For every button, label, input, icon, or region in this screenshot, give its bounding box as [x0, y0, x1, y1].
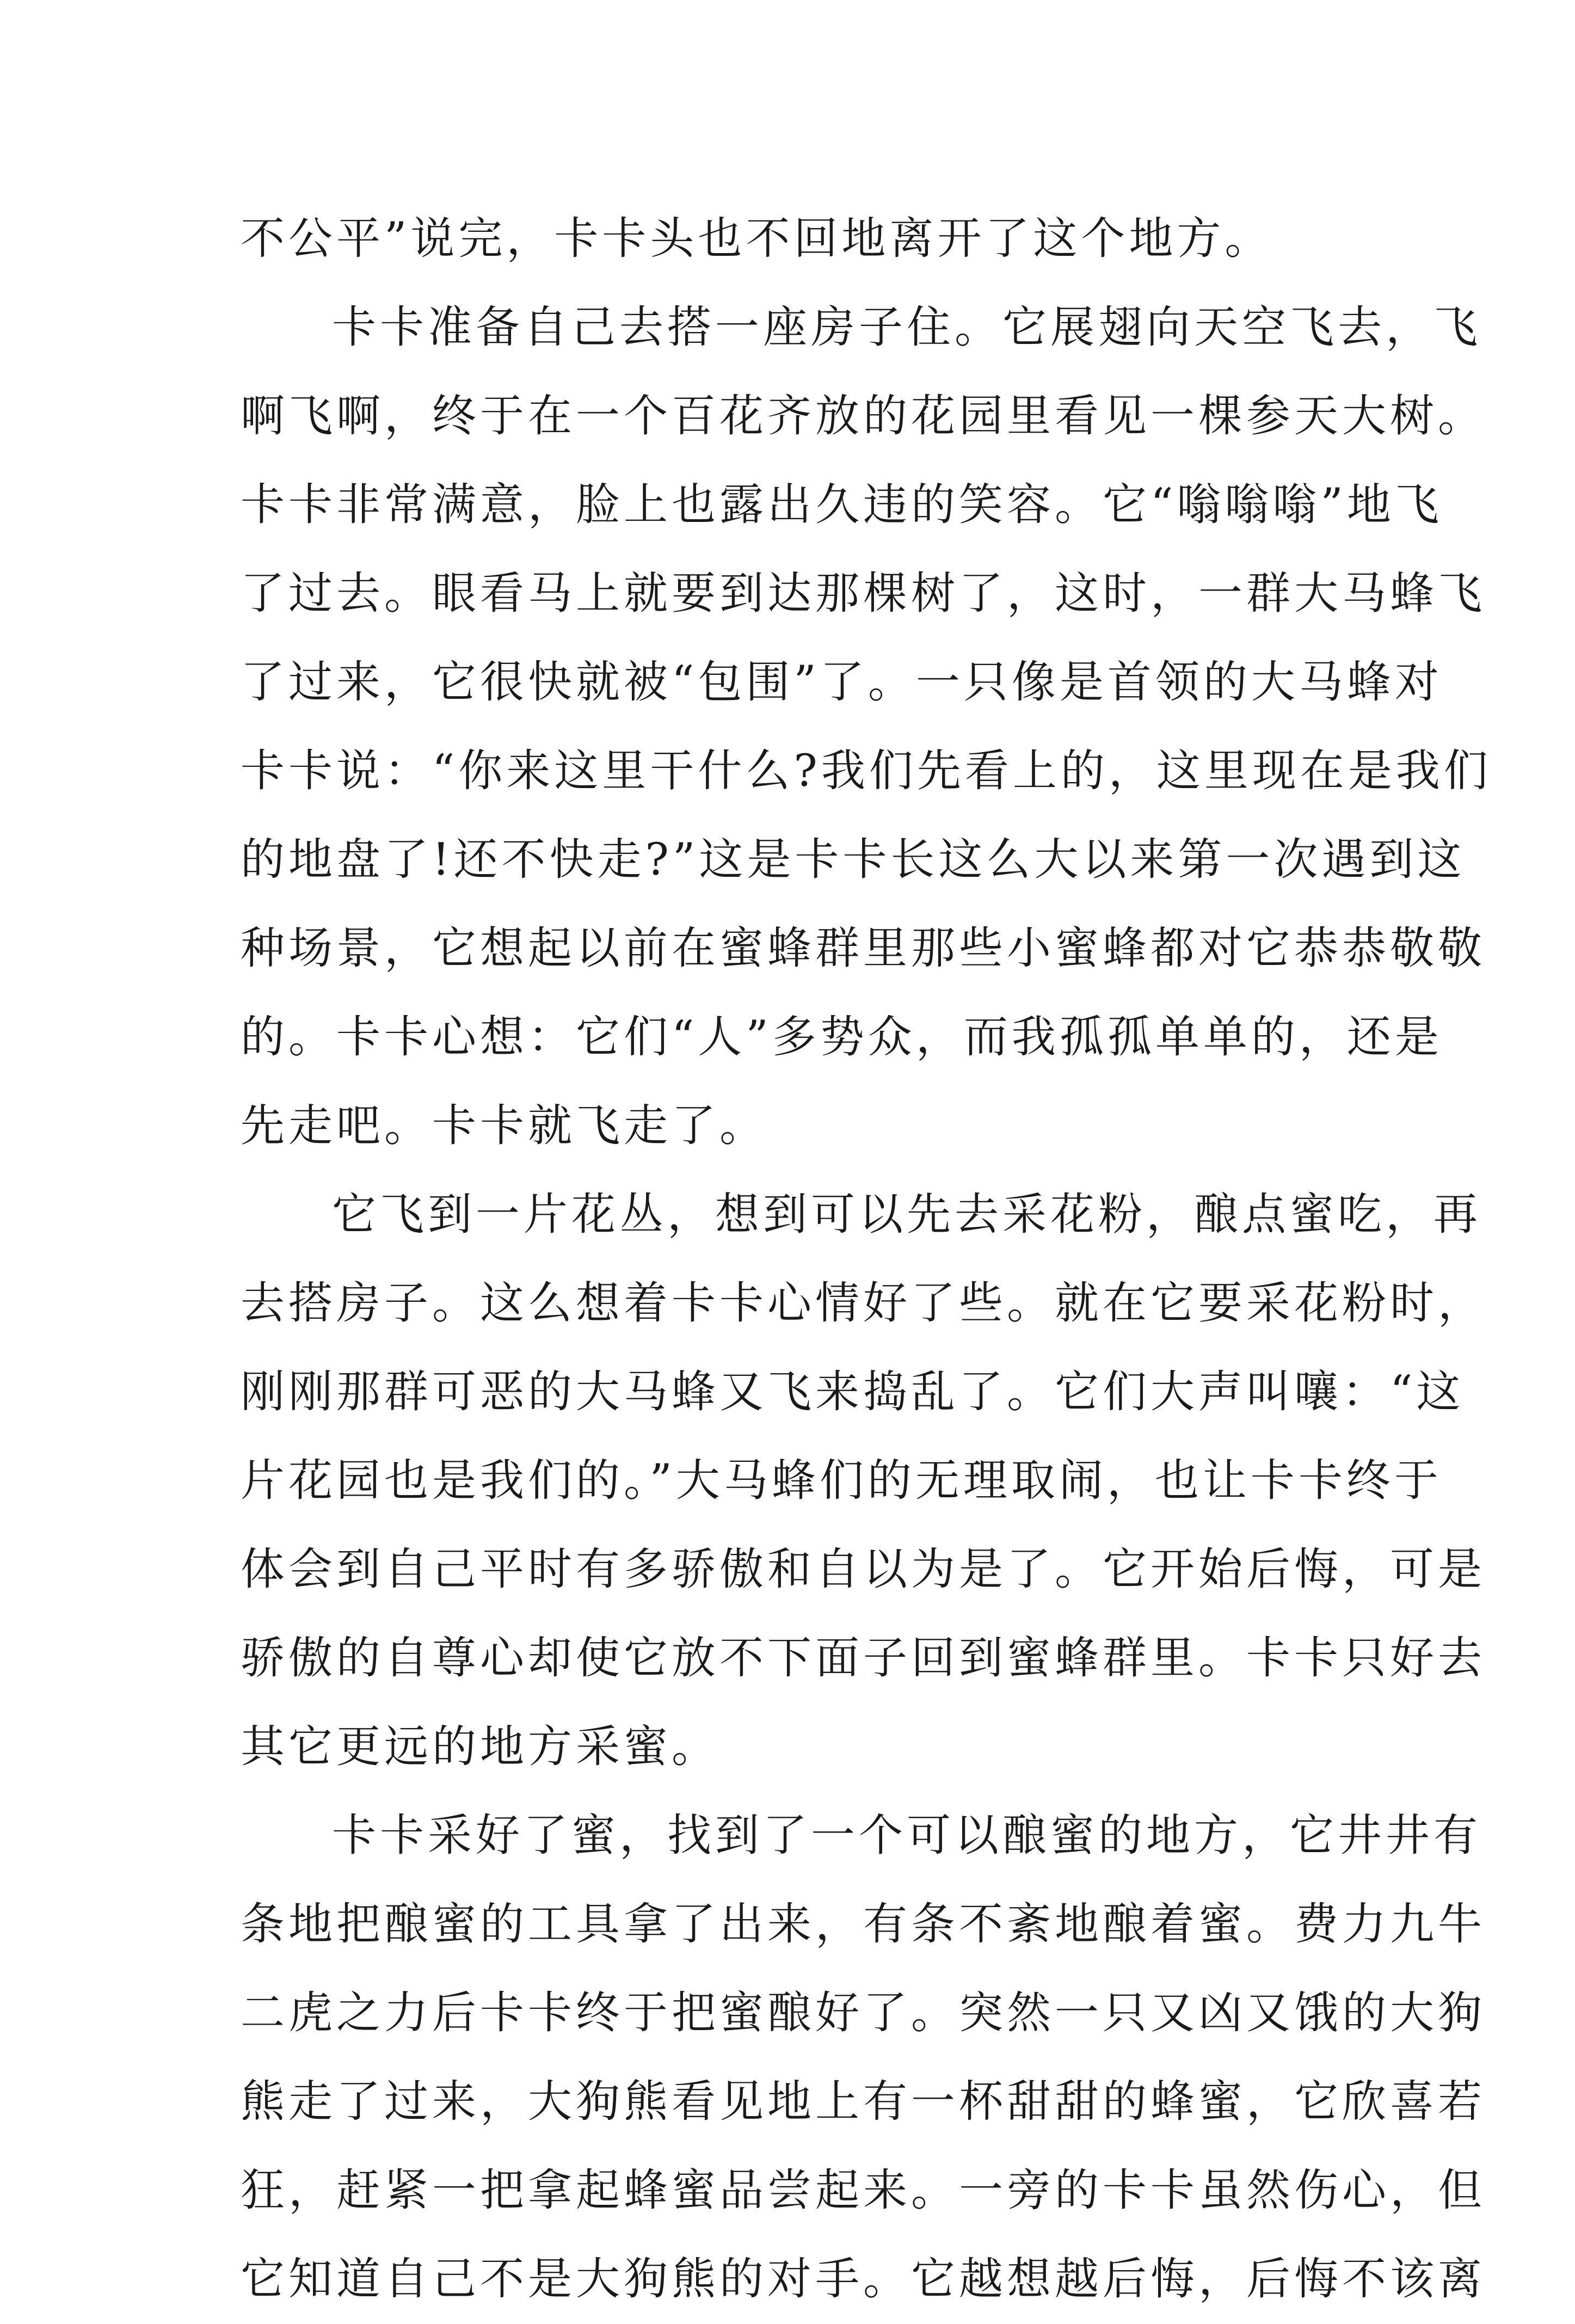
text-line: 条地把酿蜜的工具拿了出来，有条不紊地酿着蜜。费力九牛	[241, 1899, 1486, 1950]
story-text	[241, 195, 1492, 2324]
text-line: 狂，赶紧一把拿起蜂蜜品尝起来。一旁的卡卡虽然伤心，但	[241, 2165, 1486, 2216]
text-line: 去搭房子。这么想着卡卡心情好了些。就在它要采花粉时，	[241, 1278, 1486, 1329]
text-line: 啊飞啊，终于在一个百花齐放的花园里看见一棵参天大树。	[241, 391, 1486, 442]
text-line: 不公平”说完，卡卡头也不回地离开了这个地方。	[241, 213, 1273, 265]
text-line: 的地盘了!还不快走?”这是卡卡长这么大以来第一次遇到这	[241, 834, 1466, 886]
text-line: 卡卡非常满意，脸上也露出久违的笑容。它“嗡嗡嗡”地飞	[241, 479, 1443, 531]
text-line: 它知道自己不是大狗熊的对手。它越想越后悔，后悔不该离	[241, 2254, 1486, 2305]
text-line: 刚刚那群可恶的大马蜂又飞来捣乱了。它们大声叫嚷：“这	[241, 1367, 1465, 1418]
text-line: 其它更远的地方采蜜。	[241, 1722, 720, 1773]
text-line: 先走吧。卡卡就飞走了。	[241, 1100, 768, 1152]
text-line: 卡卡说：“你来这里干什么?我们先看上的，这里现在是我们	[241, 746, 1492, 797]
paragraph-first-line: 卡卡采好了蜜，找到了一个可以酿蜜的地方，它井井有	[332, 1810, 1482, 1861]
text-line: 熊走了过来，大狗熊看见地上有一杯甜甜的蜂蜜，它欣喜若	[241, 2076, 1486, 2128]
paragraph-first-line: 卡卡准备自己去搭一座房子住。它展翅向天空飞去，飞	[332, 302, 1482, 353]
text-line: 二虎之力后卡卡终于把蜜酿好了。突然一只又凶又饿的大狗	[241, 1988, 1486, 2039]
text-line: 了过来，它很快就被“包围”了。一只像是首领的大马蜂对	[241, 657, 1443, 708]
text-line: 骄傲的自尊心却使它放不下面子回到蜜蜂群里。卡卡只好去	[241, 1633, 1486, 1684]
text-line: 了过去。眼看马上就要到达那棵树了，这时，一群大马蜂飞	[241, 568, 1486, 619]
text-line: 种场景，它想起以前在蜜蜂群里那些小蜜蜂都对它恭恭敬敬	[241, 923, 1486, 974]
text-line: 的。卡卡心想：它们“人”多势众，而我孤孤单单的，还是	[241, 1012, 1443, 1063]
paragraph-first-line: 它飞到一片花丛，想到可以先去采花粉，酿点蜜吃，再	[332, 1189, 1482, 1240]
text-line: 体会到自己平时有多骄傲和自以为是了。它开始后悔，可是	[241, 1544, 1486, 1595]
text-line: 片花园也是我们的。”大马蜂们的无理取闹，也让卡卡终于	[241, 1455, 1442, 1507]
